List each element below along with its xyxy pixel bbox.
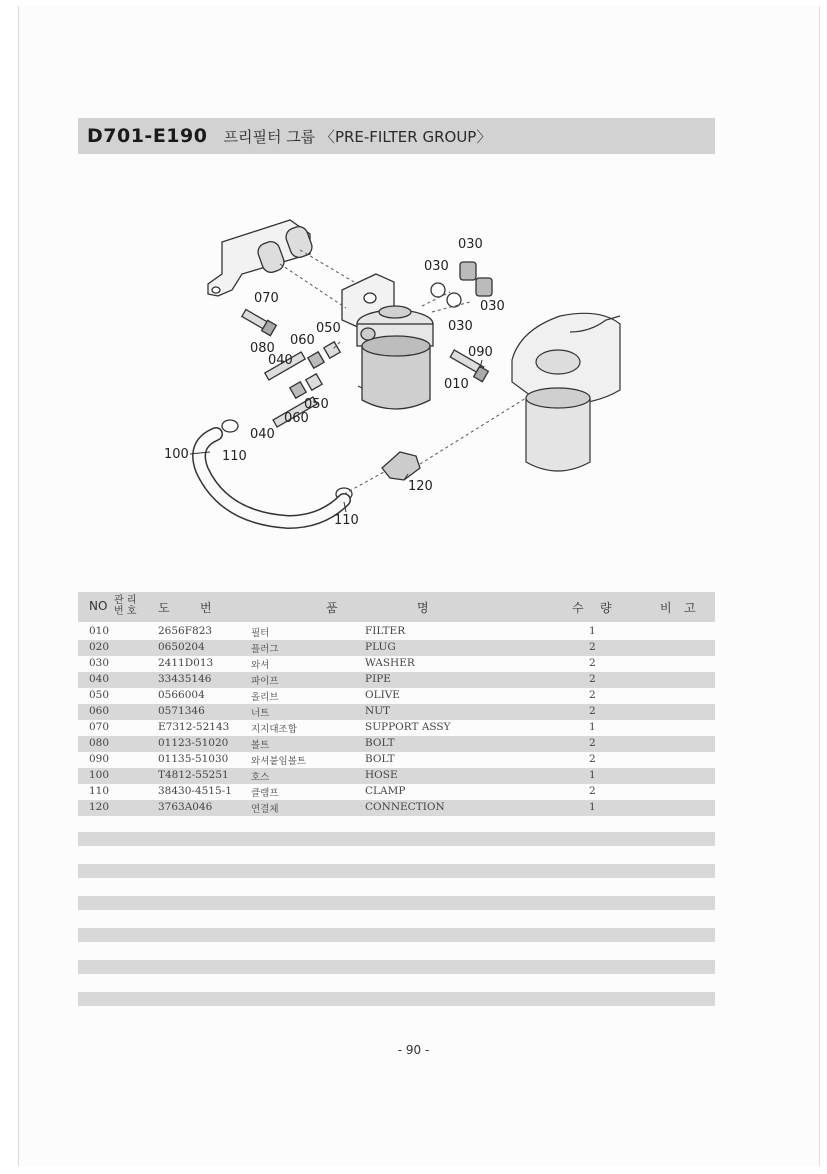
parts-table-body bbox=[78, 624, 715, 816]
callout-label: 030 bbox=[458, 237, 483, 252]
row-quantity: 2 bbox=[589, 785, 596, 797]
callout-label: 120 bbox=[408, 479, 433, 494]
row-quantity: 1 bbox=[589, 721, 596, 733]
row-part-number: 2411D013 bbox=[158, 657, 214, 669]
row-quantity: 2 bbox=[589, 705, 596, 717]
row-name-english: SUPPORT ASSY bbox=[365, 721, 451, 733]
empty-table-band bbox=[78, 864, 715, 878]
row-part-number: 2656F823 bbox=[158, 625, 213, 637]
callout-label: 060 bbox=[290, 333, 315, 348]
page-number: - 90 - bbox=[397, 1043, 430, 1057]
table-row bbox=[78, 624, 715, 640]
row-no: 040 bbox=[89, 673, 110, 685]
row-part-number: 01123-51020 bbox=[158, 737, 229, 749]
row-name-english: WASHER bbox=[365, 657, 415, 669]
row-name-korean: 클램프 bbox=[251, 788, 279, 799]
row-name-korean: 올리브 bbox=[251, 692, 279, 703]
row-name-english: FILTER bbox=[365, 625, 406, 637]
group-code: D701-E190 bbox=[87, 125, 208, 147]
header-qty: 수 bbox=[572, 601, 584, 615]
row-no: 090 bbox=[89, 753, 110, 765]
row-name-korean: 플러그 bbox=[251, 644, 279, 655]
parts-table-header bbox=[78, 592, 715, 622]
header-drawing: 도 bbox=[158, 601, 170, 615]
row-no: 030 bbox=[89, 657, 110, 669]
row-part-number: T4812-55251 bbox=[158, 769, 229, 781]
callout-label: 050 bbox=[304, 397, 329, 412]
row-no: 100 bbox=[89, 769, 110, 781]
row-part-number: E7312-52143 bbox=[158, 721, 230, 733]
row-quantity: 2 bbox=[589, 641, 596, 653]
row-part-number: 01135-51030 bbox=[158, 753, 229, 765]
row-no: 070 bbox=[89, 721, 110, 733]
callout-label: 030 bbox=[480, 299, 505, 314]
table-row bbox=[78, 784, 715, 800]
header-remark: 비 bbox=[660, 601, 672, 615]
header-name: 명 bbox=[417, 601, 429, 615]
assembled-view bbox=[512, 313, 620, 471]
row-name-english: PIPE bbox=[365, 673, 391, 685]
header-drawing: 번 bbox=[200, 601, 212, 615]
row-no: 010 bbox=[89, 625, 110, 637]
empty-table-band bbox=[78, 992, 715, 1006]
header-no: NO bbox=[89, 599, 108, 613]
callout-label: 030 bbox=[448, 319, 473, 334]
row-no: 120 bbox=[89, 801, 110, 813]
callout-label: 080 bbox=[250, 341, 275, 356]
row-name-korean: 호스 bbox=[251, 772, 270, 783]
callout-label: 100 bbox=[164, 447, 189, 462]
row-name-korean: 파이프 bbox=[251, 676, 279, 687]
row-name-english: BOLT bbox=[365, 753, 395, 765]
row-quantity: 2 bbox=[589, 753, 596, 765]
hose bbox=[199, 434, 344, 522]
callout-label: 090 bbox=[468, 345, 493, 360]
row-name-english: BOLT bbox=[365, 737, 395, 749]
row-name-korean: 와셔붙임볼트 bbox=[251, 756, 307, 767]
connection-fitting bbox=[382, 452, 420, 480]
table-row bbox=[78, 704, 715, 720]
row-no: 020 bbox=[89, 641, 110, 653]
callout-label: 110 bbox=[222, 449, 247, 464]
row-no: 060 bbox=[89, 705, 110, 717]
table-row bbox=[78, 720, 715, 736]
callout-label: 030 bbox=[424, 259, 449, 274]
title-bar bbox=[78, 118, 715, 154]
header-mgmt-line1: 관 리 bbox=[114, 595, 137, 606]
header-mgmt-line2: 번 호 bbox=[114, 606, 137, 617]
row-name-english: HOSE bbox=[365, 769, 398, 781]
row-name-korean: 필터 bbox=[251, 628, 270, 639]
row-name-english: NUT bbox=[365, 705, 391, 717]
callout-label: 070 bbox=[254, 291, 279, 306]
empty-table-band bbox=[78, 960, 715, 974]
row-quantity: 2 bbox=[589, 737, 596, 749]
row-name-korean: 너트 bbox=[251, 708, 270, 719]
row-quantity: 2 bbox=[589, 657, 596, 669]
row-name-korean: 지지대조합 bbox=[251, 724, 297, 735]
table-row bbox=[78, 768, 715, 784]
callout-label: 060 bbox=[284, 411, 309, 426]
row-name-english: CLAMP bbox=[365, 785, 406, 797]
row-name-korean: 연결체 bbox=[251, 804, 279, 815]
row-name-english: PLUG bbox=[365, 641, 396, 653]
table-row bbox=[78, 640, 715, 656]
callout-label: 010 bbox=[444, 377, 469, 392]
row-name-korean: 볼트 bbox=[251, 740, 270, 751]
header-qty: 량 bbox=[600, 601, 612, 615]
row-quantity: 1 bbox=[589, 625, 596, 637]
row-quantity: 2 bbox=[589, 689, 596, 701]
table-row bbox=[78, 736, 715, 752]
header-remark: 고 bbox=[684, 601, 696, 615]
table-row bbox=[78, 752, 715, 768]
row-part-number: 33435146 bbox=[158, 673, 212, 685]
empty-table-band bbox=[78, 832, 715, 846]
row-quantity: 1 bbox=[589, 801, 596, 813]
callout-label: 040 bbox=[250, 427, 275, 442]
row-no: 080 bbox=[89, 737, 110, 749]
table-row bbox=[78, 672, 715, 688]
row-quantity: 1 bbox=[589, 769, 596, 781]
row-no: 050 bbox=[89, 689, 110, 701]
table-row bbox=[78, 800, 715, 816]
callout-label: 040 bbox=[268, 353, 293, 368]
group-name: 프리필터 그룹 〈PRE-FILTER GROUP〉 bbox=[223, 127, 492, 146]
row-name-korean: 와셔 bbox=[251, 660, 270, 671]
row-no: 110 bbox=[89, 785, 110, 797]
row-part-number: 0571346 bbox=[158, 705, 205, 717]
row-part-number: 38430-4515-1 bbox=[158, 785, 232, 797]
empty-table-band bbox=[78, 896, 715, 910]
exploded-parts-diagram bbox=[150, 212, 640, 542]
callout-label: 110 bbox=[334, 513, 359, 528]
row-part-number: 3763A046 bbox=[158, 801, 213, 813]
row-part-number: 0566004 bbox=[158, 689, 205, 701]
row-name-english: CONNECTION bbox=[365, 801, 445, 813]
header-name: 품 bbox=[326, 601, 338, 615]
table-row bbox=[78, 656, 715, 672]
table-row bbox=[78, 688, 715, 704]
empty-table-band bbox=[78, 928, 715, 942]
row-part-number: 0650204 bbox=[158, 641, 205, 653]
callout-label: 050 bbox=[316, 321, 341, 336]
row-quantity: 2 bbox=[589, 673, 596, 685]
row-name-english: OLIVE bbox=[365, 689, 400, 701]
